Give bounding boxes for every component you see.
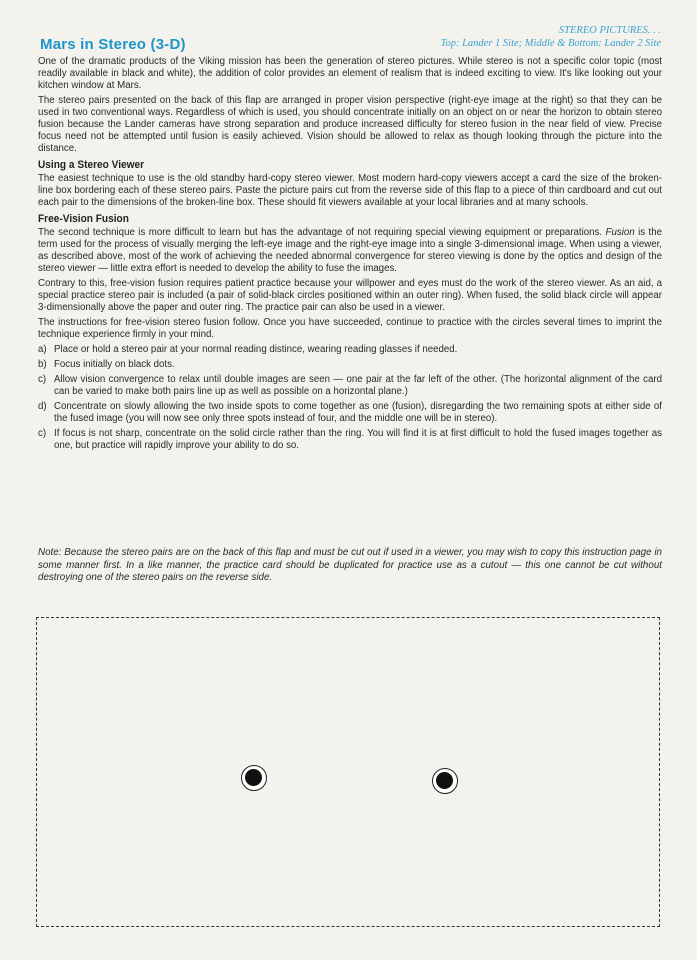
- practice-circle-right-icon: [432, 768, 458, 794]
- fusion-p1-start: The second technique is more difficult to learn but has the advantage of not requiring special viewing equipment or preparations.: [38, 227, 606, 238]
- viewer-heading: Using a Stereo Viewer: [38, 159, 145, 171]
- step-text: Concentrate on slowly allowing the two inside spots to come together as one (fusion), disregarding the two remaining spots at either side of the fused image (you will now see only three spots instead of four, and the middle one will be in stereo).: [54, 401, 662, 424]
- caption-line-2: Top: Lander 1 Site; Middle & Bottom: Lander 2 Site: [440, 38, 661, 49]
- step-marker: d): [38, 401, 47, 412]
- step-text: If focus is not sharp, concentrate on the solid circle rather than the ring. You will find it is at first difficult to hold the fused images together as one, but practice will rapidly improve your ability to do so.: [54, 428, 662, 451]
- fusion-paragraph-3: The instructions for free-vision stereo fusion follow. Once you have succeeded, continue to practice with the circles several times to imprint the technique experience firmly in your mind.: [38, 317, 662, 340]
- list-item: [38, 344, 662, 356]
- fusion-heading: Free-Vision Fusion: [38, 213, 129, 225]
- step-marker: c): [38, 428, 47, 439]
- step-marker: a): [38, 344, 47, 355]
- practice-card-cutout: [36, 617, 660, 927]
- body-text: [38, 56, 662, 455]
- fusion-paragraph-2: Contrary to this, free-vision fusion requires patient practice because your willpower and eyes must do the work of the stereo viewer. As an aid, a special practice stereo pair is included (a pair of solid-black circles positioned within an outer ring). When fused, the solid black circle will appear 3-dimensionally above the paper and outer ring. The practice pair can also be used in a viewer.: [38, 278, 662, 313]
- list-item: [38, 359, 662, 371]
- fusion-term: Fusion: [605, 227, 635, 238]
- intro-paragraph-1: One of the dramatic products of the Viking mission has been the generation of stereo pictures. While stereo is not a specific color topic (most readily available in black and white), the addition of color provides an element of realism that is indeed exciting to view. It's like looking out your kitchen window at Mars.: [38, 56, 662, 91]
- list-item: [38, 428, 662, 452]
- fusion-p1-end: is the term used for the process of visually merging the left-eye image and the right-eye image into a single 3-dimensional image. When using a viewer, as described above, most of the work of achieving the needed abnormal convergence for stereo viewing is done by the optics and design of the stereo viewer — little extra effort is needed to develop the ability to fuse the images.: [38, 227, 662, 274]
- list-item: [38, 374, 662, 398]
- step-text: Place or hold a stereo pair at your normal reading distince, wearing reading glasses if needed.: [54, 344, 458, 355]
- list-item: [38, 401, 662, 425]
- steps-list: [38, 344, 662, 452]
- note-paragraph: Note: Because the stereo pairs are on the back of this flap and must be cut out if used in a viewer, you may wish to copy this instruction page in some manner first. In a like manner, the practice card should be duplicated for practice use as a cutout — this one cannot be cut without destroying one of the stereo pairs on the reverse side.: [38, 547, 662, 583]
- caption-line-1: STEREO PICTURES. . .: [558, 25, 661, 36]
- step-text: Allow vision convergence to relax until double images are seen — one pair at the far left of the other. (The horizontal alignment of the card can be varied to make both pairs line up as well as possible on a horizontal plane.): [54, 374, 662, 397]
- photo-caption: [441, 24, 661, 50]
- step-marker: b): [38, 359, 47, 370]
- step-text: Focus initially on black dots.: [54, 359, 175, 370]
- fusion-paragraph-1: [38, 227, 662, 275]
- practice-circle-left-icon: [241, 765, 267, 791]
- page-title: Mars in Stereo (3-D): [40, 36, 186, 53]
- intro-paragraph-2: The stereo pairs presented on the back of this flap are arranged in proper vision perspective (right-eye image at the right) so that they can be used in two conventional ways. Regardless of which is used, you should concentrate initially on an object on or near the horizon to obtain stereo fusion because the Lander cameras have strong separation and produce increased difficulty for stereo fusion in the near field of view. Precise focus need not be attempted until fusion is easily achieved. Vision should be allowed to relax as though looking through the picture into the distance.: [38, 95, 662, 154]
- step-marker: c): [38, 374, 47, 385]
- viewer-paragraph: The easiest technique to use is the old standby hard-copy stereo viewer. Most modern hard-copy viewers accept a card the size of the broken-line box bordering each of these stereo pairs. Paste the picture pairs cut from the reverse side of this flap to a piece of thin cardboard and cut out each pair to the dimensions of the broken-line box. These should fit viewers available at your local libraries and at many schools.: [38, 173, 662, 208]
